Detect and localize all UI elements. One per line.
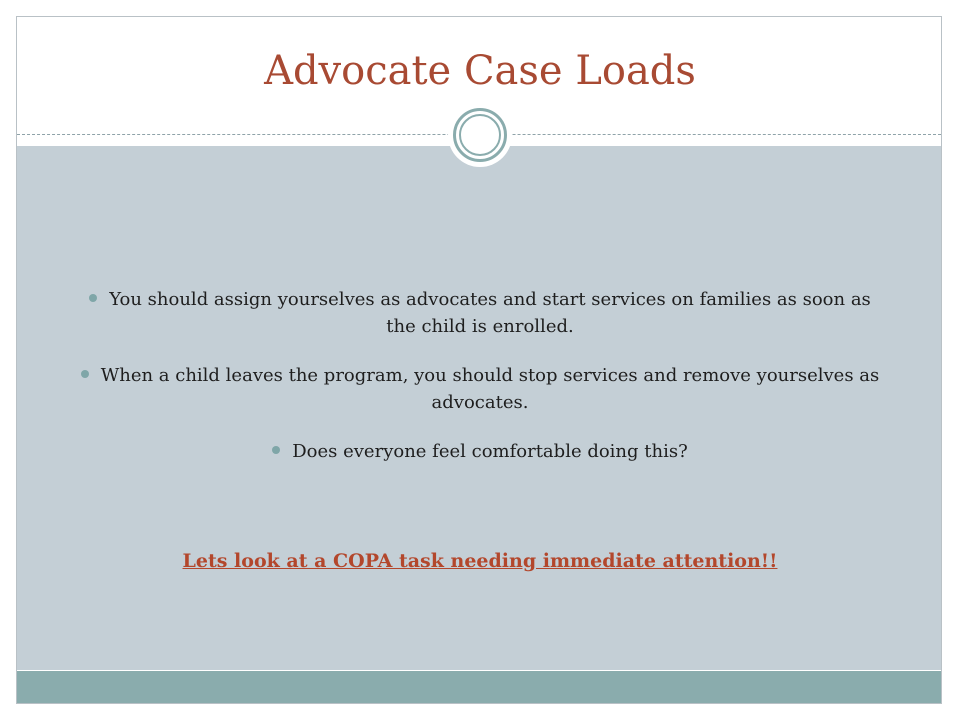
decorative-inner-ring <box>459 114 501 156</box>
bullet-text: When a child leaves the program, you should stop services and remove yourselves as advocates. <box>100 365 880 413</box>
bullet-dot-icon <box>89 294 97 302</box>
slide-title: Advocate Case Loads <box>264 48 696 94</box>
copa-task-link[interactable]: Lets look at a COPA task needing immediate attention!! <box>182 550 778 572</box>
bullet-item <box>80 286 880 340</box>
bullet-dot-icon <box>272 446 280 454</box>
bullet-item <box>80 438 880 465</box>
bullet-dot-icon <box>81 370 89 378</box>
bullet-text: You should assign yourselves as advocates and start services on families as soon as the child is enrolled. <box>109 289 871 337</box>
bullet-list <box>80 286 880 487</box>
bullet-text: Does everyone feel comfortable doing this? <box>292 441 688 462</box>
footer-band <box>17 671 941 703</box>
bullet-item <box>80 362 880 416</box>
